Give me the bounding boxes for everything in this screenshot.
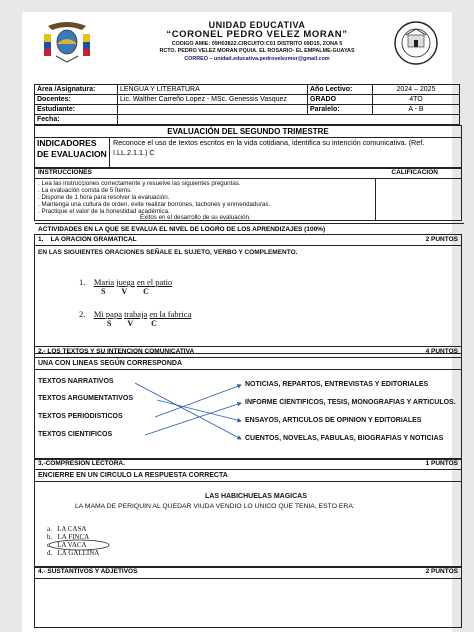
sentence-2-labels — [107, 319, 157, 328]
instructions-closing: Éxitos en el desarrollo de su evaluación. — [140, 214, 251, 221]
student-label: Estudiante: — [35, 105, 118, 115]
school-email: CORREO – unidad.educativa.pedrovelezmor@gmail.com — [184, 56, 330, 62]
area-value: LENGUA Y LITERATURA — [118, 85, 308, 95]
score-label: CALIFICACION — [391, 169, 438, 176]
match-line — [135, 383, 241, 439]
sentence-1 — [79, 277, 172, 287]
option-letter: b. — [47, 533, 53, 541]
evaluation-title: EVALUACIÓN DEL SEGUNDO TRIMESTRE — [35, 126, 461, 138]
match-right-item: INFORME CIENTIFICOS, TESIS, MONOGRAFIAS Y ARTICULOS. — [245, 399, 456, 406]
q4-header — [35, 567, 461, 577]
instruction-item: . Lea las instrucciones correctamente y resuelve las siguientes preguntas. — [38, 180, 241, 187]
match-left-item: TEXTOS PERIODISTICOS — [38, 413, 123, 420]
match-left-item: TEXTOS ARGUMENTATIVOS — [38, 395, 134, 402]
question-1 — [34, 226, 462, 354]
match-left-item: TEXTOS NARRATIVOS — [38, 378, 114, 385]
instructions-label: INSTRUCCIONES — [38, 169, 92, 176]
q3-instruction: ENCIERRE EN UN CIRCULO LA RESPUESTA CORRECTA — [38, 472, 228, 479]
instructions-header — [35, 168, 461, 179]
option-text: LA GALLINA — [57, 549, 100, 557]
match-line — [157, 400, 241, 421]
instruction-item: . Dispone de 1 hora para resolver la evaluación. — [38, 194, 170, 201]
sentence-1-labels — [101, 287, 149, 296]
question-2 — [34, 346, 462, 460]
matching-lines — [35, 347, 461, 459]
match-right-item: NOTICIAS, REPARTOS, ENTREVISTAS Y EDITORIALES — [245, 381, 429, 388]
label-v: V — [127, 319, 134, 328]
sentence-subject: Maria — [93, 277, 115, 287]
area-label: Área /Asignatura: — [35, 85, 118, 95]
instruction-item: . Practique el valor de la honestidad académica. — [38, 208, 170, 215]
q1-points: 2 PUNTOS — [425, 236, 458, 243]
teachers-label: Docentes: — [35, 95, 118, 105]
student-field[interactable] — [118, 105, 308, 115]
option-letter: c. — [47, 541, 52, 549]
q4-points: 2 PUNTOS — [425, 568, 458, 575]
parallel-label: Paralelo: — [308, 105, 373, 115]
indicators-text: Reconoce el uso de textos escritos en la vida cotidiana, identifica su intención comunicativa. (Ref. I.LL.2.1.1.) C — [113, 138, 425, 157]
match-line — [155, 385, 241, 417]
grade-label: GRADO — [308, 95, 373, 105]
instructions-block — [34, 167, 462, 221]
q4-body — [34, 577, 462, 628]
match-right-item: CUENTOS, NOVELAS, FABULAS, BIOGRAFIAS Y NOTICIAS — [245, 435, 444, 442]
school-address: RCTO. PEDRO VELEZ MORAN PQUIA. EL ROSARIO- EL EMPALME-GUAYAS — [159, 48, 355, 54]
date-field[interactable] — [118, 115, 460, 125]
q3-title: 3.-COMPRESION LECTORA. — [38, 460, 125, 467]
sentence-subject: Mi papa — [93, 309, 122, 319]
sentence-2 — [79, 309, 191, 319]
q3-points: 1 PUNTOS — [425, 460, 458, 467]
q4-title: 4.- SUSTANTIVOS Y ADJETIVOS — [38, 568, 138, 575]
sentence-complement: en la fabrica — [149, 309, 192, 319]
instruction-item: . Mantenga una cultura de orden, evite realizar borrones, tachones y enmendaduras. — [38, 201, 271, 208]
sentence-number: 2. — [79, 309, 86, 319]
teachers-value: Lic. Walther Carreño Lopez - MSc. Genessis Vasquez — [118, 95, 308, 105]
date-label: Fecha: — [35, 115, 118, 125]
school-seal-icon — [390, 20, 442, 66]
story-title: LAS HABICHUELAS MAGICAS — [205, 493, 307, 500]
q3-question: LA MAMA DE PERIQUIN AL QUEDAR VIUDA VENDIO LO UNICO QUE TENIA, ESTO ERA: — [75, 503, 355, 510]
q1-title: LA ORACION GRAMATICAL — [50, 236, 137, 243]
school-name: “CORONEL PEDRO VELEZ MORAN” — [166, 29, 348, 40]
question-3 — [34, 458, 462, 568]
label-s: S — [101, 287, 106, 296]
activities-label: ACTIVIDADES EN LA QUE SE EVALUA EL NIVEL DE LOGRO DE LOS APRENDIZAJES (100%) — [35, 223, 464, 235]
q1-instruction: EN LAS SIGUIENTES ORACIONES SEÑALE EL SUJETO, VERBO Y COMPLEMENTO. — [38, 249, 298, 256]
q2-points: 4 PUNTOS — [425, 348, 458, 355]
sentence-verb: trabaja — [124, 309, 148, 319]
match-line — [145, 403, 241, 435]
score-divider — [375, 178, 376, 220]
coat-of-arms-icon — [42, 20, 92, 64]
option-text: LA VACA — [57, 541, 87, 549]
label-c: C — [151, 319, 157, 328]
option-text: LA FINCA — [57, 533, 90, 541]
exam-page — [22, 12, 458, 632]
sentence-verb: juega — [116, 277, 135, 287]
match-right-item: ENSAYOS, ARTICULOS DE OPINION Y EDITORIALES — [245, 417, 422, 424]
label-s: S — [107, 319, 112, 328]
option-letter: d. — [47, 549, 53, 557]
school-header — [32, 20, 442, 72]
q1-header — [35, 235, 461, 246]
label-v: V — [121, 287, 128, 296]
indicators-label: INDICADORES DE EVALUACION — [35, 138, 110, 168]
info-table — [34, 84, 460, 125]
option-text: LA CASA — [57, 525, 87, 533]
evaluation-block — [34, 125, 462, 169]
sentence-complement: en el patio — [136, 277, 173, 287]
match-left-item: TEXTOS CIENTIFICOS — [38, 431, 113, 438]
school-code: CODIGO AMIE: 09H03822.CIRCUITO:C01 DISTRITO 09D15, ZONA 5 — [171, 41, 343, 47]
instruction-item: . La evaluación consta de 5 Ítems. — [38, 187, 132, 194]
q2-instruction: UNA CON LINEAS SEGÚN CORRESPONDA — [38, 360, 183, 367]
sentence-number: 1. — [79, 277, 86, 287]
year-label: Año Lectivo: — [308, 85, 373, 95]
q1-number: 1. — [38, 236, 44, 243]
parallel-value: A - B — [373, 105, 460, 115]
year-value: 2024 – 2025 — [373, 85, 460, 95]
school-type: UNIDAD EDUCATIVA — [208, 20, 306, 30]
q2-title: 2.- LOS TEXTOS Y SU INTENCION COMUNICATIVA — [38, 348, 195, 355]
label-c: C — [143, 287, 149, 296]
option-letter: a. — [47, 525, 52, 533]
answer-circle — [35, 459, 461, 567]
grade-value: 4TO — [373, 95, 460, 105]
